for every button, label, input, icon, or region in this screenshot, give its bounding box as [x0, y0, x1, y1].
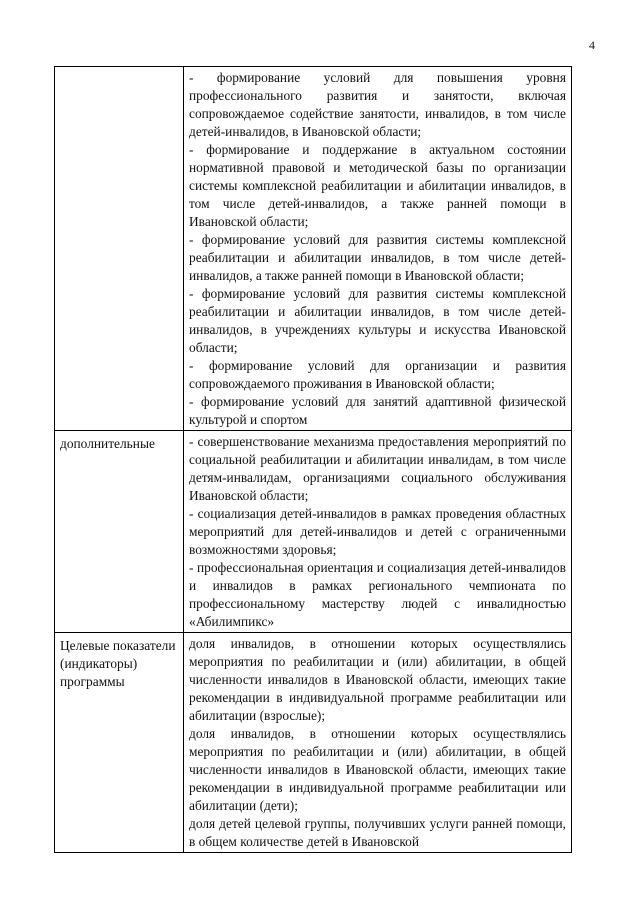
- row-content: [184, 431, 572, 633]
- list-item: доля инвалидов, в отношении которых осуществлялись мероприятия по реабилитации и (или) абилитации, в общей численности инвалидов в Ивановской области, имеющих такие рекомендации в индивидуальной программе реабилитации или абилитации (дети);: [189, 726, 566, 813]
- list-item: - формирование и поддержание в актуальном состоянии нормативной правовой и методической базы по организации системы комплексной реабилитации и абилитации инвалидов, в том числе детей-инвалидов, а также ранней помощи в Ивановской области;: [189, 142, 566, 229]
- row-content: [184, 67, 572, 431]
- list-item: - совершенствование механизма предоставления мероприятий по социальной реабилитации и абилитации инвалидам, в том числе детям-инвалидам, организациями социального обслуживания Ивановской области;: [189, 434, 566, 503]
- list-item: доля детей целевой группы, получивших услуги ранней помощи, в общем количестве детей в Ивановской: [189, 816, 566, 849]
- row-content: [184, 633, 572, 853]
- table-row-tasks-main: [55, 67, 572, 431]
- list-item: - формирование условий для развития системы комплексной реабилитации и абилитации инвалидов, в том числе детей-инвалидов, в учреждениях культуры и искусства Ивановской области;: [189, 286, 566, 355]
- list-item: - формирование условий для развития системы комплексной реабилитации и абилитации инвалидов, в том числе детей-инвалидов, а также ранней помощи в Ивановской области;: [189, 232, 566, 283]
- list-item: доля инвалидов, в отношении которых осуществлялись мероприятия по реабилитации и (или) абилитации, в общей численности инвалидов в Ивановской области, имеющих такие рекомендации в индивидуальной программе реабилитации или абилитации (взрослые);: [189, 636, 566, 723]
- row-label-target-indicators: Целевые показатели (индикаторы) программы: [55, 633, 184, 853]
- list-item: - профессиональная ориентация и социализация детей-инвалидов и инвалидов в рамках регионального чемпионата по профессиональному мастерству людей с инвалидностью «Абилимпикс»: [189, 560, 566, 629]
- page-number: 4: [589, 38, 595, 52]
- table-row-tasks-additional: [55, 431, 572, 633]
- list-item: - социализация детей-инвалидов в рамках проведения областных мероприятий для детей-инвалидов и детей с ограниченными возможностями здоровья;: [189, 506, 566, 557]
- list-item: - формирование условий для организации и развития сопровождаемого проживания в Ивановской области;: [189, 358, 566, 391]
- table-row-target-indicators: [55, 633, 572, 853]
- row-label-additional: дополнительные: [55, 431, 184, 633]
- row-label-empty: [55, 67, 184, 431]
- list-item: - формирование условий для повышения уровня профессионального развития и занятости, включая сопровождаемое содействие занятости, инвалидов, в том числе детей-инвалидов, в Ивановской области;: [189, 70, 566, 139]
- program-passport-table: [54, 66, 572, 853]
- list-item: - формирование условий для занятий адаптивной физической культурой и спортом: [189, 394, 566, 427]
